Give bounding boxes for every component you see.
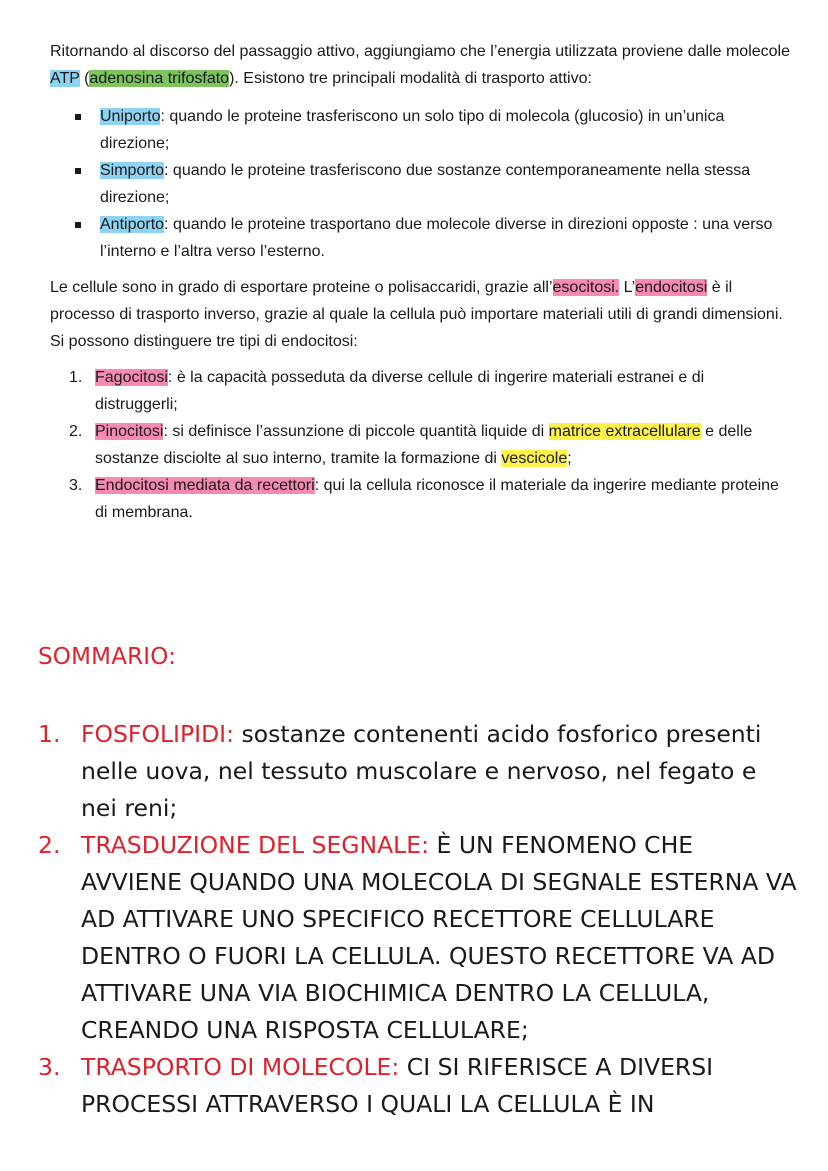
item-text: ;	[567, 450, 572, 467]
summary-term: TRASDUZIONE DEL SEGNALE:	[81, 831, 430, 859]
square-bullet-icon	[75, 168, 81, 174]
term-highlight: Antiporto	[100, 216, 165, 233]
term-highlight: Pinocitosi	[95, 423, 164, 440]
list-item	[50, 418, 790, 472]
list-item	[50, 364, 790, 418]
atp-highlight: ATP	[50, 70, 80, 87]
intro-text: Ritornando al discorso del passaggio attivo, aggiungiamo che l’energia utilizzata proviene dalle molecole	[50, 43, 790, 60]
item-number: 3.	[38, 1053, 61, 1081]
notes-body	[50, 38, 790, 526]
square-bullet-icon	[75, 222, 81, 228]
list-item	[50, 211, 790, 265]
term-highlight: Simporto	[100, 162, 165, 179]
transport-modes-list	[50, 103, 790, 265]
intro-paragraph	[50, 38, 790, 92]
item-text: : quando le proteine trasportano due molecole diverse in direzioni opposte : una verso l’interno e l’altra verso l’esterno.	[100, 216, 773, 260]
item-number: 1.	[38, 720, 61, 748]
list-item	[50, 157, 790, 211]
square-bullet-icon	[75, 114, 81, 120]
summary-text: È UN FENOMENO CHE AVVIENE QUANDO UNA MOLECOLA DI SEGNALE ESTERNA VA AD ATTIVARE UNO SPECIFICO RECETTORE CELLULARE DENTRO O FUORI LA CELLULA. QUESTO RECETTORE VA AD ATTIVARE UNA VIA BIOCHIMICA DENTRO LA CELLULA, CREANDO UNA RISPOSTA CELLULARE;	[81, 831, 797, 1044]
item-text: : è la capacità posseduta da diverse cellule di ingerire materiali estranei e di distruggerli;	[95, 369, 705, 413]
term-highlight: Fagocitosi	[95, 369, 168, 386]
intro-text-end: ). Esistono tre principali modalità di trasporto attivo:	[229, 70, 592, 87]
summary-title: SOMMARIO:	[38, 644, 177, 670]
item-text: : quando le proteine trasferiscono due sostanze contemporaneamente nella stessa direzione;	[100, 162, 751, 206]
item-number: 3.	[69, 477, 83, 494]
endocitosi-highlight: endocitosi	[635, 279, 708, 296]
paragraph-text: Le cellule sono in grado di esportare proteine o polisaccaridi, grazie all’	[50, 279, 553, 296]
item-text: e delle sostanze disciolte al suo interno, tramite la formazione di	[95, 423, 753, 467]
term-highlight: Uniporto	[100, 108, 161, 125]
summary-text: CI SI RIFERISCE A DIVERSI PROCESSI ATTRAVERSO I QUALI LA CELLULA È IN	[81, 1053, 714, 1118]
summary-term: TRASPORTO DI MOLECOLE:	[81, 1053, 400, 1081]
item-number: 2.	[69, 423, 83, 440]
atp-full-highlight: adenosina trifosfato	[89, 70, 230, 87]
summary-item	[38, 827, 798, 1049]
summary-text: sostanze contenenti acido fosforico presenti nelle uova, nel tessuto muscolare e nervoso, nel fegato e nei reni;	[81, 720, 762, 822]
item-text: : si definisce l’assunzione di piccole quantità liquide di	[163, 423, 549, 440]
summary-item	[38, 1049, 798, 1123]
summary-item	[38, 716, 798, 827]
item-text: : quando le proteine trasferiscono un solo tipo di molecola (glucosio) in un’unica direzione;	[100, 108, 725, 152]
summary-term: FOSFOLIPIDI:	[81, 720, 235, 748]
list-item	[50, 472, 790, 526]
intro-text-paren: (	[79, 70, 90, 87]
paragraph-text: è il processo di trasporto inverso, grazie al quale la cellula può importare materiali utili di grandi dimensioni. Si possono distinguere tre tipi di endocitosi:	[50, 279, 783, 350]
vesicles-highlight: vescicole	[501, 450, 568, 467]
item-number: 2.	[38, 831, 61, 859]
matrix-highlight: matrice extracellulare	[548, 423, 701, 440]
endocytosis-types-list	[50, 364, 790, 526]
list-item	[50, 103, 790, 157]
esocitosi-highlight: esocitosi.	[552, 279, 620, 296]
summary-list	[38, 716, 798, 1123]
item-number: 1.	[69, 369, 83, 386]
paragraph-text: L’	[619, 279, 636, 296]
item-text: : qui la cellula riconosce il materiale da ingerire mediante proteine di membrana.	[95, 477, 779, 521]
term-highlight: Endocitosi mediata da recettori	[95, 477, 315, 494]
endocytosis-paragraph	[50, 274, 790, 355]
